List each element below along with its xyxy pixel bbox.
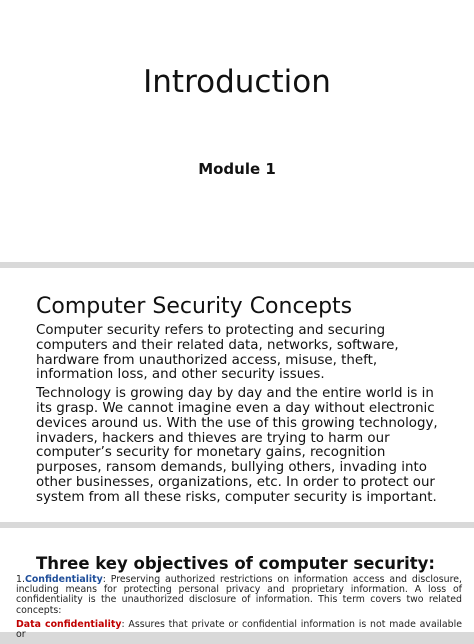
slide-title — [0, 0, 474, 262]
security-concepts-paragraph-2: Technology is growing day by day and the entire world is in its grasp. We cannot imagine even a day without electronic devices around us. With the use of this growing technology, invaders, hackers and thieves are trying to harm our computer’s security for monetary gains, recognition purposes, ransom demands, bullying others, invading into other businesses, organizations, etc. In order to protect our system from all these risks, computer security is important. — [36, 386, 438, 505]
key-objectives-heading: Three key objectives of computer security: — [36, 554, 435, 573]
data-confidentiality-term: Data confidentiality — [16, 618, 122, 630]
confidentiality-term: Confidentiality — [24, 574, 103, 585]
security-concepts-paragraph-1: Computer security refers to protecting and securing computers and their related data, networks, software, hardware from unauthorized access, misuse, theft, information loss, and other security issues. — [36, 323, 399, 383]
slide-key-objectives — [0, 528, 474, 641]
security-concepts-heading: Computer Security Concepts — [36, 294, 353, 319]
security-concepts-body — [36, 324, 442, 510]
objective-confidentiality — [16, 575, 462, 616]
confidentiality-text: : Preserving authorized restrictions on information access and disclosure, including means for protecting personal privacy and proprietary information. A loss of confidentiality is the unauthorized disclosure of information. This term covers two related concepts: — [16, 574, 462, 616]
slide-title-heading: Introduction — [143, 64, 331, 100]
key-objectives-body — [16, 575, 462, 644]
data-confidentiality-text: : Assures that private or confidential information is not made available or — [16, 618, 462, 641]
slide-subtitle: Module 1 — [198, 160, 276, 178]
objective-number: 1. — [16, 574, 25, 585]
objective-data-confidentiality — [16, 620, 462, 640]
slide-security-concepts — [0, 268, 474, 522]
